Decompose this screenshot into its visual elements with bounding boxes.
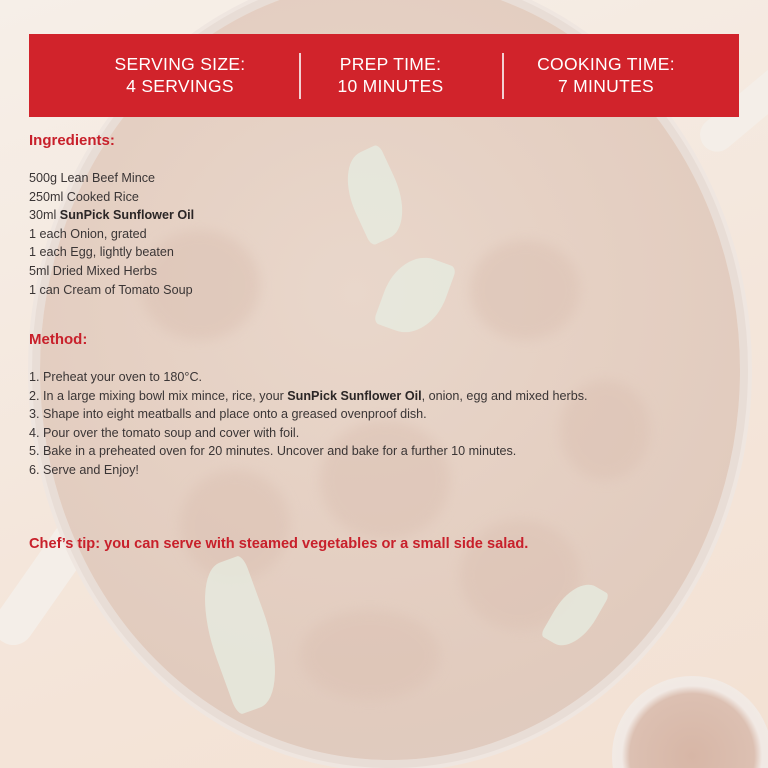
method-step: 6. Serve and Enjoy! xyxy=(29,462,139,477)
divider xyxy=(502,53,504,99)
meatball xyxy=(300,610,440,700)
brand-name: SunPick Sunflower Oil xyxy=(287,388,422,403)
method-step: 3. Shape into eight meatballs and place onto a greased ovenproof dish. xyxy=(29,407,427,422)
chefs-tip: Chef’s tip: you can serve with steamed vegetables or a small side salad. xyxy=(29,536,529,552)
ingredient-quantity: 30ml xyxy=(29,208,60,223)
method-steps xyxy=(29,368,588,480)
prep-time-value: 10 MINUTES xyxy=(337,76,444,96)
ingredient-item: 1 each Onion, grated xyxy=(29,226,147,241)
step-text: , onion, egg and mixed herbs. xyxy=(421,388,588,403)
method-step: 4. Pour over the tomato soup and cover with foil. xyxy=(29,425,300,440)
step-text: 2. In a large mixing bowl mix mince, rice, your xyxy=(29,388,288,403)
ingredient-item: 5ml Dried Mixed Herbs xyxy=(29,263,158,278)
prep-time-label: PREP TIME: xyxy=(339,54,442,74)
method-step: 1. Preheat your oven to 180°C. xyxy=(29,370,203,384)
cooking-time-label: COOKING TIME: xyxy=(537,54,675,74)
brand-name: SunPick Sunflower Oil xyxy=(59,208,195,223)
meatball xyxy=(470,240,580,340)
method-step: 5. Bake in a preheated oven for 20 minutes. Uncover and bake for a further 10 minutes. xyxy=(29,444,517,459)
recipe-summary-banner xyxy=(29,34,739,117)
prep-time xyxy=(309,53,472,99)
serving-size xyxy=(93,53,267,99)
method-heading: Method: xyxy=(29,331,88,348)
ingredients-list xyxy=(29,169,194,299)
divider xyxy=(299,53,301,99)
ingredient-item: 250ml Cooked Rice xyxy=(29,189,139,204)
ingredient-item xyxy=(29,206,194,225)
ingredient-item: 500g Lean Beef Mince xyxy=(29,171,156,185)
method-step xyxy=(29,387,588,406)
serving-size-label: SERVING SIZE: xyxy=(114,54,246,74)
cooking-time xyxy=(516,53,696,99)
cooking-time-value: 7 MINUTES xyxy=(557,76,655,96)
serving-size-value: 4 SERVINGS xyxy=(126,76,234,96)
ingredient-item: 1 each Egg, lightly beaten xyxy=(29,245,174,260)
ingredients-heading: Ingredients: xyxy=(29,132,115,149)
ingredient-item: 1 can Cream of Tomato Soup xyxy=(29,282,193,297)
